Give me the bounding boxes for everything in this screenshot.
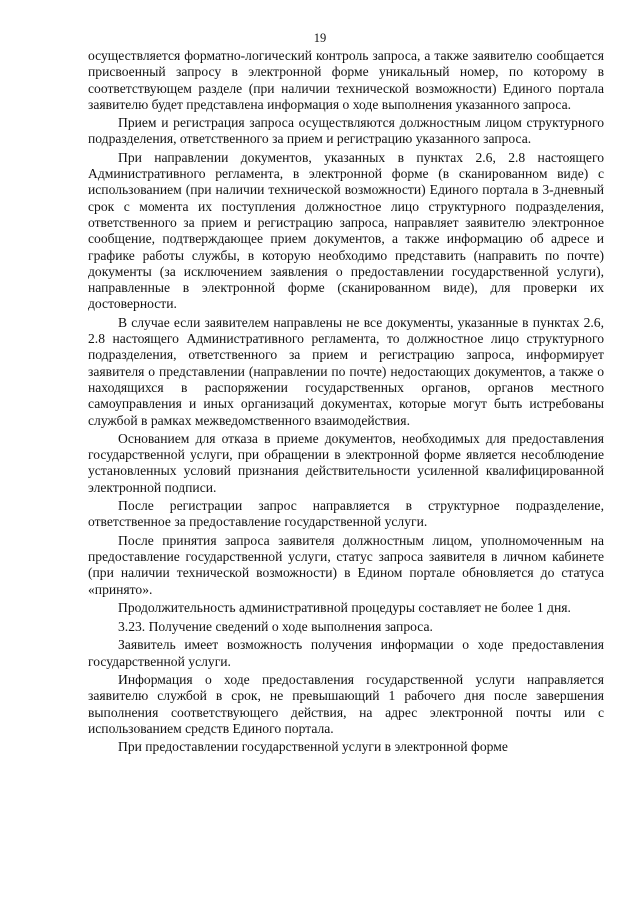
paragraph-applicant-info: Заявитель имеет возможность получения информации о ходе предоставления государственной услуги. — [88, 637, 604, 669]
paragraph-electronic-form: При предоставлении государственной услуги в электронной форме — [118, 739, 508, 755]
paragraph-status-update: После принятия запроса заявителя должностным лицом, уполномоченным на предоставление государственной услуги, статус запроса заявителя в личном кабинете (при наличии технической возможности) в Едином портале обновляется до статуса «принято». — [88, 532, 604, 597]
document-body — [88, 48, 604, 757]
paragraph-progress-info: Информация о ходе предоставления государственной услуги направляется заявителю службой в срок, не превышающий 1 рабочего дня после завершения выполнения соответствующего действия, на адрес электронной почты или с использованием средств Единого портала. — [88, 671, 604, 736]
paragraph-after-registration: После регистрации запрос направляется в структурное подразделение, ответственное за предоставление государственной услуги. — [88, 498, 604, 530]
paragraph-documents-submission: При направлении документов, указанных в пунктах 2.6, 2.8 настоящего Административного регламента, в электронной форме (в сканированном виде) с использованием (при наличии технической возможности) Единого портала в 3-дневный срок с момента их поступления должностное лицо структурного подразделения, ответственного за прием и регистрацию запроса, направляет заявителю электронное сообщение, подтверждающее прием документов, а также информацию об адресе и графике работы службы, в которую необходимо представить (направить по почте) документы (за исключением заявления о предоставлении государственной услуги), направленные в электронной форме (сканированном виде), для проверки их достоверности. — [88, 149, 604, 312]
paragraph-refusal-grounds: Основанием для отказа в приеме документов, необходимых для предоставления государственной услуги, при обращении в электронной форме является несоблюдение установленных условий признания действительности усиленной квалифицированной электронной подписи. — [88, 430, 604, 495]
paragraph-incomplete-documents: В случае если заявителем направлены не все документы, указанные в пунктах 2.6, 2.8 настоящего Административного регламента, то должностное лицо структурного подразделения, ответственного за прием и регистрацию запроса, информирует заявителя о представлении (направлении по почте) недостающих документов, а также о находящихся в распоряжении государственных органов, органов местного самоуправления и иных организаций документах, которые могут быть истребованы службой в рамках межведомственного взаимодействия. — [88, 314, 604, 428]
paragraph-format-control: осуществляется форматно-логический контроль запроса, а также заявителю сообщается присвоенный запросу в электронной форме уникальный номер, по которому в соответствующем разделе (при наличии технической возможности) Единого портала заявителю будет представлена информация о ходе выполнения указанного запроса. — [88, 48, 604, 112]
page-number: 19 — [313, 31, 327, 45]
paragraph-reception-registration: Прием и регистрация запроса осуществляются должностным лицом структурного подразделения, ответственного за прием и регистрацию указанного запроса. — [88, 115, 604, 147]
section-heading-3-23: 3.23. Получение сведений о ходе выполнения запроса. — [118, 619, 433, 635]
paragraph-duration: Продолжительность административной процедуры составляет не более 1 дня. — [118, 599, 571, 615]
